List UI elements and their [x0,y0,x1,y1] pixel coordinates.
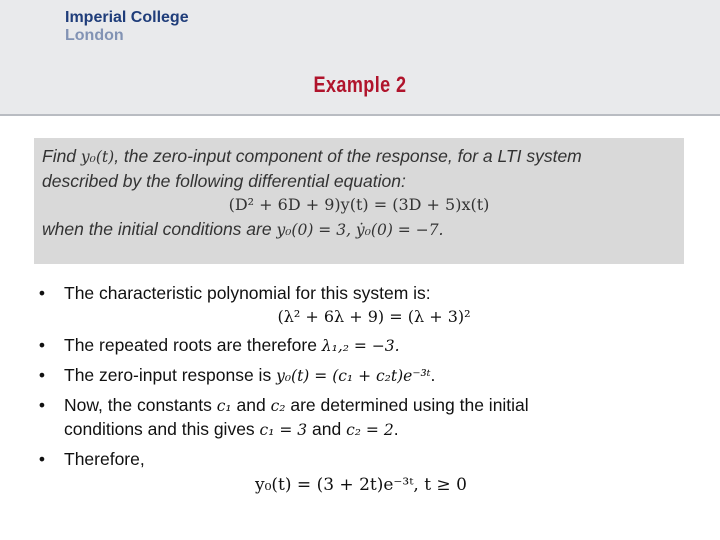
bullet-icon: • [38,365,46,385]
imperial-college-logo [65,9,189,45]
bullet-item [34,334,684,358]
bullet-text: Now, the constants [64,395,217,415]
initial-conditions: y₀(0) = 3, ẏ₀(0) = −7. [276,221,444,239]
bullet-icon: • [38,283,46,303]
problem-text: Find [42,146,81,166]
logo-line-2: London [65,27,124,44]
bullet-item [34,448,684,471]
bullet-text: The zero-input response is [64,365,277,385]
value-c1: c₁ = 3 [259,421,308,439]
characteristic-polynomial: (λ² + 6λ + 9) = (λ + 3)² [277,307,471,326]
zero-input-response-math: y₀(t) = (c₁ + c₂t)e⁻³ᵗ [276,367,431,385]
bullet-line [64,394,684,418]
bullet-icon: • [38,395,46,415]
bullet-text: The characteristic polynomial for this system is: [64,283,431,303]
slide-header [0,0,720,116]
differential-equation: (D² + 6D + 9)y(t) = (3D + 5)x(t) [228,195,490,214]
bullet-text: and [231,395,271,415]
constant-c1: c₁ [216,397,232,415]
problem-statement-box [34,138,684,264]
problem-line-1 [42,144,676,169]
problem-line-4 [42,217,676,242]
problem-text: when the initial conditions are [42,219,277,239]
value-c2: c₂ = 2 [346,421,394,439]
logo-line-1: Imperial College [65,9,189,26]
bullet-item [34,394,684,442]
bullet-icon: • [38,449,46,469]
bullet-text: The repeated roots are therefore [64,335,322,355]
constant-c2: c₂ [270,397,286,415]
bullet-text: conditions and this gives [64,419,260,439]
solution-bullets [34,282,684,477]
slide-title: Example 2 [313,72,407,97]
bullet-text: . [393,419,399,439]
bullet-line [64,418,684,442]
bullet-text: and [307,419,347,439]
bullet-text: Therefore, [64,449,145,469]
problem-text: , the zero-input component of the response, for a LTI system [114,146,582,166]
problem-math: y₀(t) [80,148,115,166]
bullet-item [34,282,684,328]
bullet-text: . [430,365,436,385]
problem-line-2: described by the following differential equation: [42,171,406,191]
bullet-text: are determined using the initial [285,395,529,415]
final-solution-equation: y₀(t) = (3 + 2t)e⁻³ᵗ, t ≥ 0 [255,475,467,495]
roots-math: λ₁,₂ = −3. [321,337,400,355]
bullet-icon: • [38,335,46,355]
bullet-item [34,364,684,388]
